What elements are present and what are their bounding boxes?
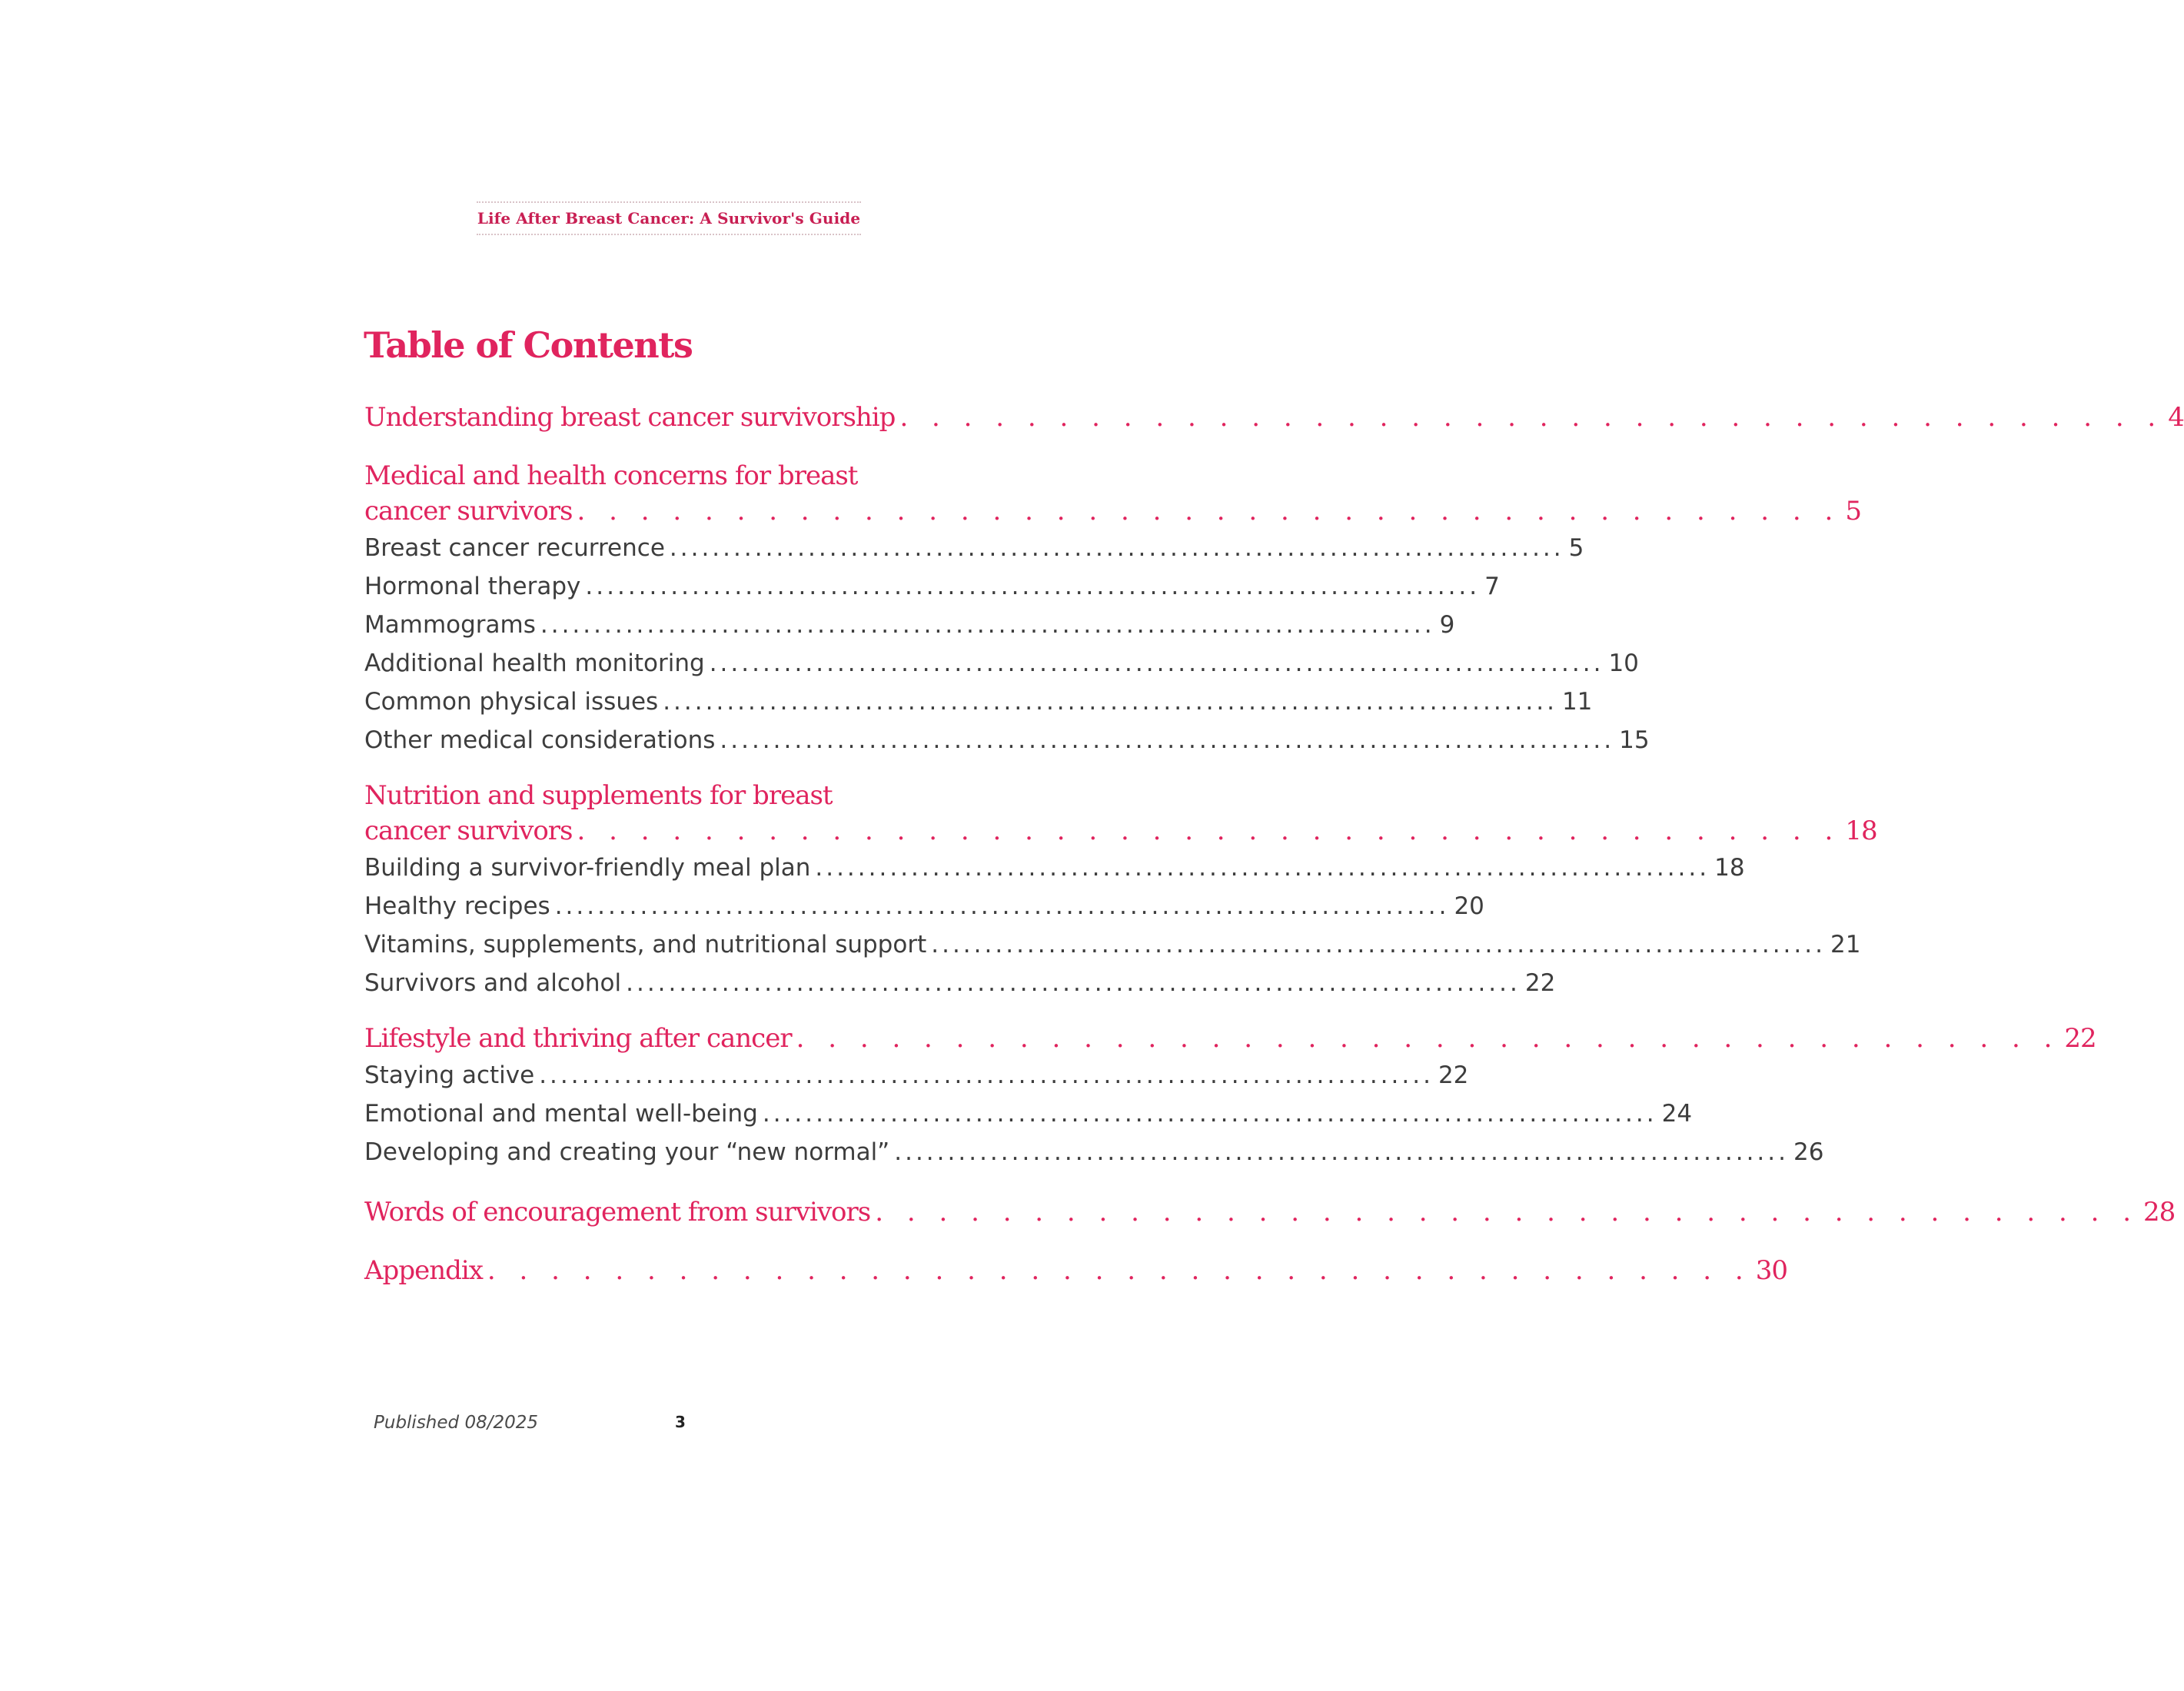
- toc-subentry-title: Emotional and mental well-being: [364, 1100, 758, 1128]
- toc-section-title-line1[interactable]: Medical and health concerns for breast: [364, 460, 858, 491]
- toc-section-title: cancer survivors: [364, 496, 573, 527]
- toc-section-title-line1[interactable]: Nutrition and supplements for breast: [364, 780, 833, 811]
- dot-leader: . . . . . . . . . . . . . . . . . . . . . . . . . . . . . . . . . . . . . . . .: [796, 1023, 2060, 1054]
- dot-leader: ....................................................................................: [626, 969, 1521, 997]
- toc-subentry-title: Common physical issues: [364, 688, 659, 716]
- toc-section-entry[interactable]: [364, 493, 1861, 529]
- dot-leader: ....................................................................................: [894, 1138, 1789, 1166]
- toc-section-title: cancer survivors: [364, 816, 573, 846]
- table-of-contents: [364, 400, 2184, 1288]
- toc-section-entry[interactable]: [364, 1021, 2096, 1056]
- toc-subentry[interactable]: [364, 567, 1500, 606]
- toc-page-number: 20: [1454, 892, 1484, 920]
- dot-leader: . . . . . . . . . . . . . . . . . . . . . . . . . . . . . . . . . . . . . . . .: [577, 816, 1841, 846]
- toc-page-number: 22: [2064, 1023, 2096, 1054]
- toc-title: Table of Contents: [364, 324, 693, 366]
- toc-subentry[interactable]: [364, 683, 1593, 721]
- toc-page-number: 30: [1755, 1255, 1787, 1286]
- toc-subentry[interactable]: [364, 644, 1639, 683]
- toc-subentry-title: Building a survivor-friendly meal plan: [364, 854, 811, 882]
- dot-leader: ....................................................................................: [931, 931, 1826, 958]
- page-number: 3: [675, 1413, 686, 1431]
- toc-subentry[interactable]: [364, 1095, 1693, 1133]
- toc-section-title: Understanding breast cancer survivorship: [364, 402, 896, 433]
- dot-leader: ....................................................................................: [585, 573, 1481, 600]
- toc-subentry[interactable]: [364, 606, 1455, 644]
- toc-subentry-title: Other medical considerations: [364, 726, 716, 754]
- toc-subentry-title: Survivors and alcohol: [364, 969, 622, 997]
- toc-page-number: 24: [1661, 1100, 1693, 1128]
- dot-leader: ....................................................................................: [709, 649, 1604, 677]
- dot-leader: ....................................................................................: [669, 534, 1564, 562]
- toc-page-number: 5: [1568, 534, 1584, 562]
- dot-leader: ....................................................................................: [663, 688, 1557, 716]
- dot-leader: ....................................................................................: [540, 611, 1435, 639]
- dot-leader: ....................................................................................: [762, 1100, 1657, 1128]
- dot-leader: ....................................................................................: [720, 726, 1615, 754]
- toc-subentry[interactable]: [364, 1056, 1469, 1095]
- toc-page-number: 4: [2168, 402, 2184, 433]
- dot-leader: . . . . . . . . . . . . . . . . . . . . . . . . . . . . . . . . . . . . . . . .: [899, 402, 2164, 433]
- toc-page-number: 5: [1845, 496, 1861, 527]
- toc-subentry[interactable]: [364, 925, 1861, 964]
- toc-subentry[interactable]: [364, 529, 1584, 567]
- toc-subentry-title: Additional health monitoring: [364, 649, 705, 677]
- toc-page-number: 26: [1793, 1138, 1824, 1166]
- dot-leader: . . . . . . . . . . . . . . . . . . . . . . . . . . . . . . . . . . . . . . . .: [487, 1255, 1751, 1286]
- toc-section-entry[interactable]: [364, 813, 1877, 849]
- toc-page-number: 15: [1619, 726, 1650, 754]
- toc-subentry-title: Staying active: [364, 1061, 535, 1089]
- toc-section-entry[interactable]: [364, 1253, 1787, 1288]
- toc-subentry-title: Healthy recipes: [364, 892, 550, 920]
- dot-leader: ....................................................................................: [554, 892, 1450, 920]
- published-date: Published 08/2025: [374, 1413, 538, 1433]
- toc-page-number: 22: [1524, 969, 1556, 997]
- toc-section-title: Words of encouragement from survivors: [364, 1197, 871, 1228]
- dot-leader: ....................................................................................: [815, 854, 1710, 882]
- toc-page-number: 21: [1830, 931, 1861, 958]
- toc-page-number: 11: [1561, 688, 1593, 716]
- toc-subentry[interactable]: [364, 849, 1745, 887]
- running-header: Life After Breast Cancer: A Survivor's Guide: [477, 201, 861, 235]
- dot-leader: ....................................................................................: [539, 1061, 1434, 1089]
- dot-leader: . . . . . . . . . . . . . . . . . . . . . . . . . . . . . . . . . . . . . . . .: [875, 1197, 2139, 1228]
- toc-page-number: 18: [1714, 854, 1745, 882]
- toc-section-entry[interactable]: [364, 400, 2184, 435]
- toc-page-number: 7: [1484, 573, 1500, 600]
- toc-page-number: 10: [1608, 649, 1639, 677]
- toc-page-number: 9: [1439, 611, 1455, 639]
- toc-page-number: 18: [1845, 816, 1877, 846]
- toc-subentry[interactable]: [364, 721, 1650, 759]
- toc-subentry[interactable]: [364, 964, 1556, 1002]
- toc-subentry-title: Hormonal therapy: [364, 573, 581, 600]
- toc-subentry-title: Breast cancer recurrence: [364, 534, 665, 562]
- dot-leader: . . . . . . . . . . . . . . . . . . . . . . . . . . . . . . . . . . . . . . . .: [577, 496, 1841, 527]
- toc-subentry-title: Mammograms: [364, 611, 536, 639]
- toc-subentry[interactable]: [364, 1133, 1824, 1171]
- toc-section-title: Lifestyle and thriving after cancer: [364, 1023, 792, 1054]
- toc-subentry[interactable]: [364, 887, 1484, 925]
- toc-section-entry[interactable]: [364, 1194, 2176, 1230]
- toc-section-title: Appendix: [364, 1255, 483, 1286]
- toc-page-number: 28: [2143, 1197, 2176, 1228]
- toc-page-number: 22: [1438, 1061, 1469, 1089]
- toc-subentry-title: Vitamins, supplements, and nutritional support: [364, 931, 927, 958]
- toc-subentry-title: Developing and creating your “new normal”: [364, 1138, 890, 1166]
